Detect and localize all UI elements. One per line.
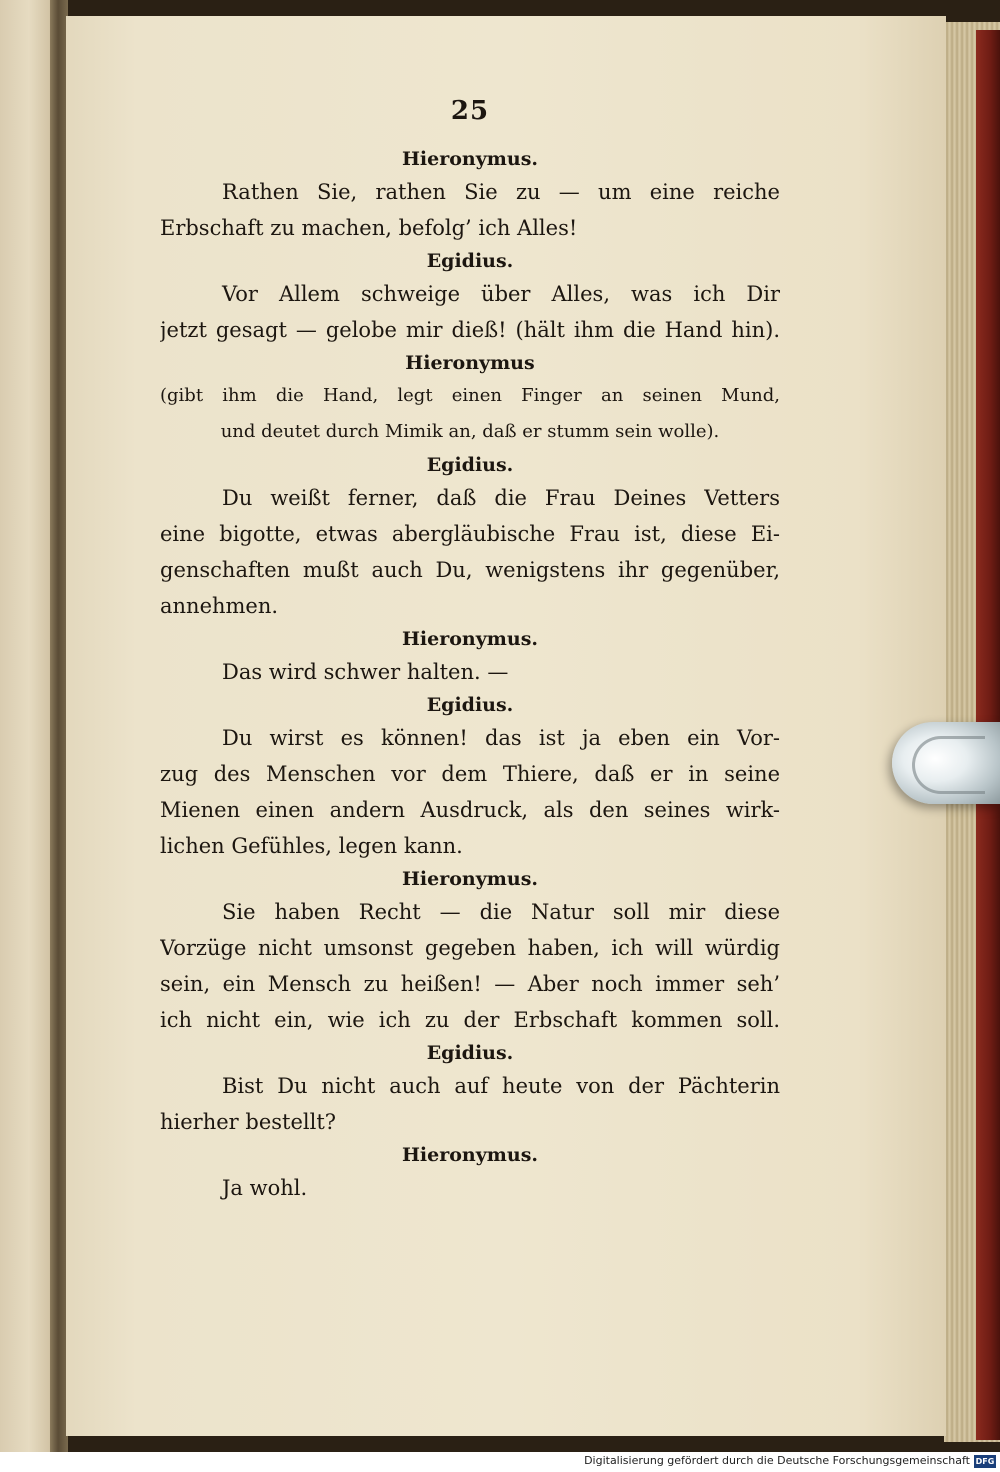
speaker-name: Hieronymus. xyxy=(401,1144,539,1166)
speaker-name: Egidius. xyxy=(426,250,514,272)
speaker-name: Egidius. xyxy=(426,694,514,716)
dialogue-line: sein, ein Mensch zu heißen! — Aber noch immer seh’ xyxy=(160,972,780,996)
glass-page-weight-rim xyxy=(912,736,985,794)
dialogue-line: lichen Gefühles, legen kann. xyxy=(160,834,463,858)
dialogue-line: Du wirst es können! das ist ja eben ein Vor- xyxy=(222,726,780,750)
stage-direction-line: und deutet durch Mimik an, daß er stumm sein wolle). xyxy=(220,421,720,442)
dialogue-line: jetzt gesagt — gelobe mir dieß! (hält ihm die Hand hin). xyxy=(160,318,780,342)
glass-page-weight xyxy=(892,722,1000,804)
dialogue-line: annehmen. xyxy=(160,594,279,618)
dialogue-line: Mienen einen andern Ausdruck, als den seines wirk- xyxy=(160,798,780,822)
page-number: 25 xyxy=(450,96,490,126)
speaker-name: Hieronymus. xyxy=(401,148,539,170)
dialogue-line: genschaften mußt auch Du, wenigstens ihr gegenüber, xyxy=(160,558,780,582)
dialogue-line: Ja wohl. xyxy=(222,1176,308,1200)
page-text xyxy=(160,96,780,1206)
dialogue-line: Vor Allem schweige über Alles, was ich Dir xyxy=(222,282,780,306)
text-blocks xyxy=(160,144,780,1206)
funding-credit: Digitalisierung gefördert durch die Deutsche Forschungsgemeinschaft xyxy=(584,1454,970,1467)
speaker-name: Hieronymus xyxy=(405,352,535,374)
dialogue-line: ich nicht ein, wie ich zu der Erbschaft kommen soll. xyxy=(160,1008,780,1032)
dialogue-line: Du weißt ferner, daß die Frau Deines Vetters xyxy=(222,486,780,510)
dialogue-line: Erbschaft zu machen, befolg’ ich Alles! xyxy=(160,216,578,240)
dialogue-line: Rathen Sie, rathen Sie zu — um eine reiche xyxy=(222,180,780,204)
speaker-name: Egidius. xyxy=(426,1042,514,1064)
dialogue-line: Sie haben Recht — die Natur soll mir diese xyxy=(222,900,780,924)
speaker-name: Hieronymus. xyxy=(401,628,539,650)
digitization-caption xyxy=(0,1452,1000,1472)
dialogue-line: Vorzüge nicht umsonst gegeben haben, ich will würdig xyxy=(160,936,780,960)
dfg-logo-icon: DFG xyxy=(975,1457,995,1466)
speaker-name: Egidius. xyxy=(426,454,514,476)
dialogue-line: Das wird schwer halten. — xyxy=(222,660,509,684)
dialogue-line: Bist Du nicht auch auf heute von der Pächterin xyxy=(222,1074,780,1098)
stage-direction-line: (gibt ihm die Hand, legt einen Finger an seinen Mund, xyxy=(160,385,780,406)
speaker-name: Hieronymus. xyxy=(401,868,539,890)
dialogue-line: eine bigotte, etwas abergläubische Frau ist, diese Ei- xyxy=(160,522,780,546)
dialogue-line: hierher bestellt? xyxy=(160,1110,337,1134)
dialogue-line: zug des Menschen vor dem Thiere, daß er in seine xyxy=(160,762,780,786)
